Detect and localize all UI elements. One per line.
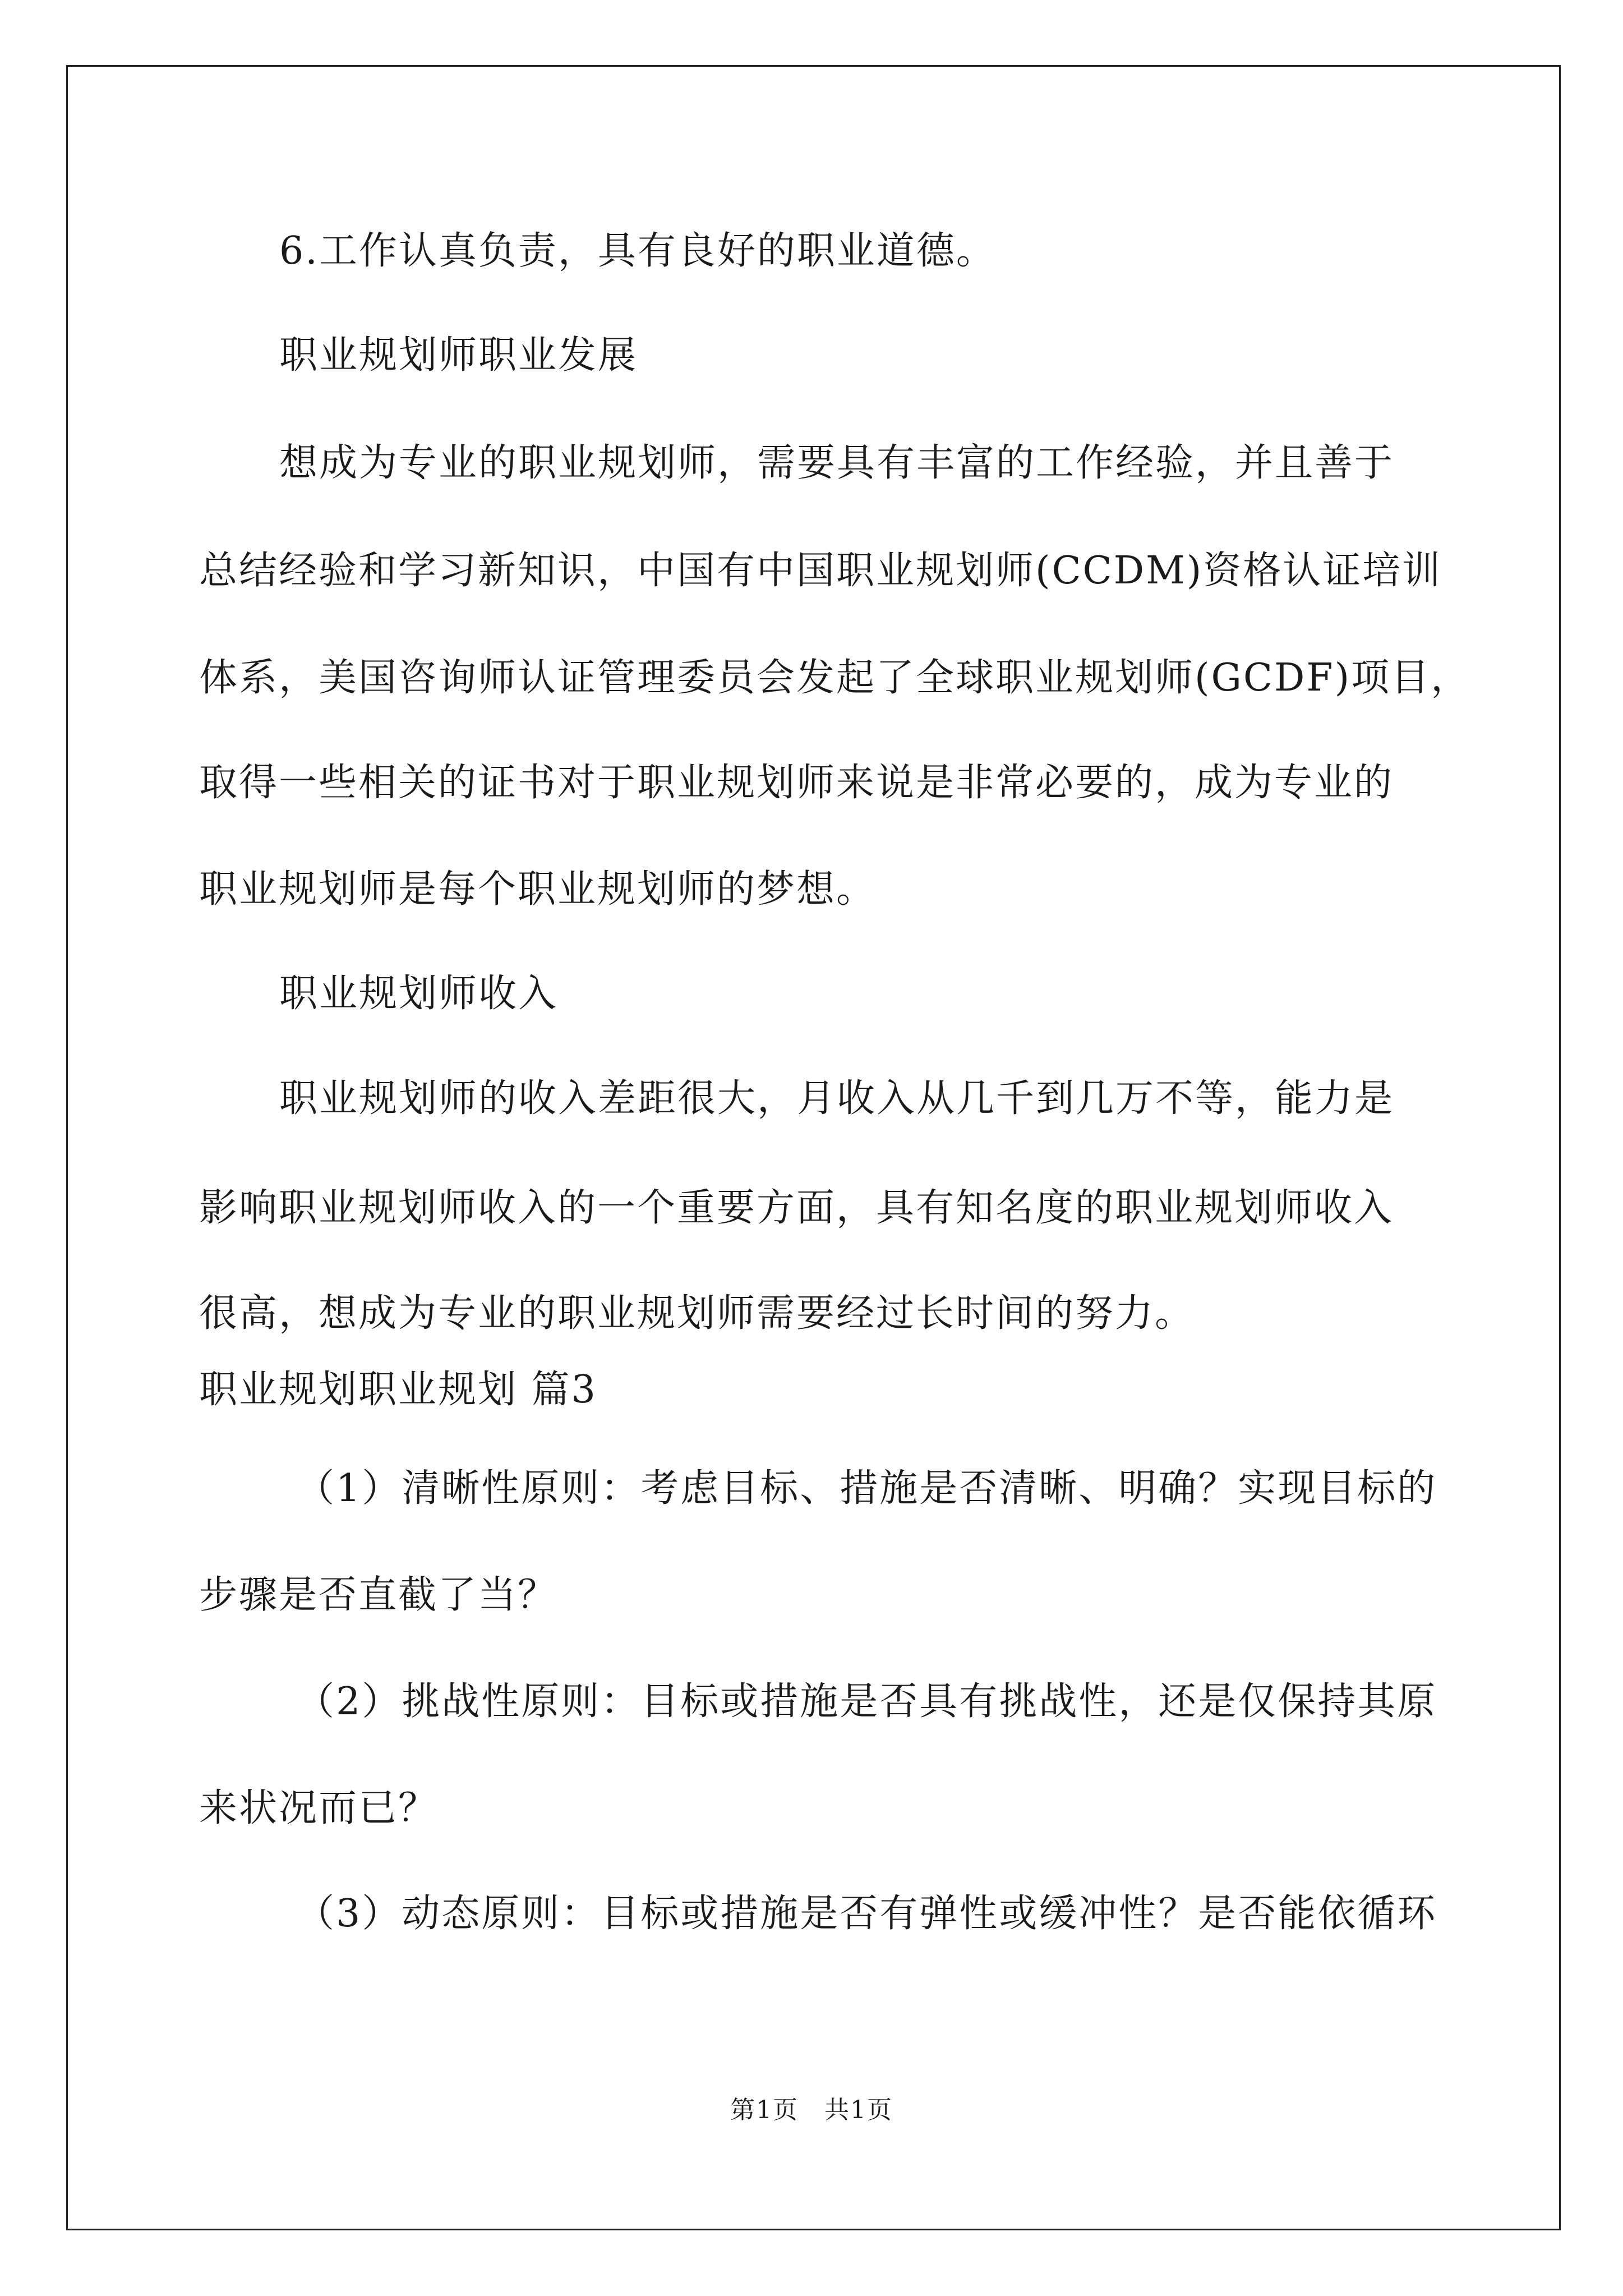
section-heading: 职业规划职业规划 篇3	[199, 1368, 597, 1412]
paragraph-line: 职业规划师的收入差距很大，月收入从几千到几万不等，能力是	[279, 1076, 1395, 1121]
list-item-line: （3）动态原则：目标或措施是否有弹性或缓冲性？是否能依循环	[296, 1892, 1437, 1936]
section-heading: 职业规划师职业发展	[279, 333, 638, 378]
paragraph-line: 影响职业规划师收入的一个重要方面，具有知名度的职业规划师收入	[199, 1186, 1394, 1230]
paragraph-line: 想成为专业的职业规划师，需要具有丰富的工作经验，并且善于	[279, 441, 1395, 485]
page-footer: 第1页 共1页	[730, 2096, 893, 2124]
section-heading: 职业规划师收入	[279, 972, 559, 1016]
paragraph-line: 很高，想成为专业的职业规划师需要经过长时间的努力。	[199, 1291, 1195, 1336]
paragraph-line: 6.工作认真负责，具有良好的职业道德。	[279, 229, 996, 273]
paragraph-line: 取得一些相关的证书对于职业规划师来说是非常必要的，成为专业的	[199, 761, 1394, 805]
paragraph-line: 体系，美国咨询师认证管理委员会发起了全球职业规划师(GCDF)项目，	[199, 656, 1471, 700]
paragraph-line: 职业规划师是每个职业规划师的梦想。	[199, 867, 877, 912]
list-item-line: （1）清晰性原则：考虑目标、措施是否清晰、明确？实现目标的	[296, 1466, 1437, 1511]
list-item-line: （2）挑战性原则：目标或措施是否具有挑战性，还是仅保持其原	[296, 1680, 1437, 1724]
list-item-line: 步骤是否直截了当？	[199, 1573, 558, 1617]
list-item-line: 来状况而已？	[199, 1786, 439, 1830]
paragraph-line: 总结经验和学习新知识，中国有中国职业规划师(CCDM)资格认证培训	[199, 549, 1442, 593]
